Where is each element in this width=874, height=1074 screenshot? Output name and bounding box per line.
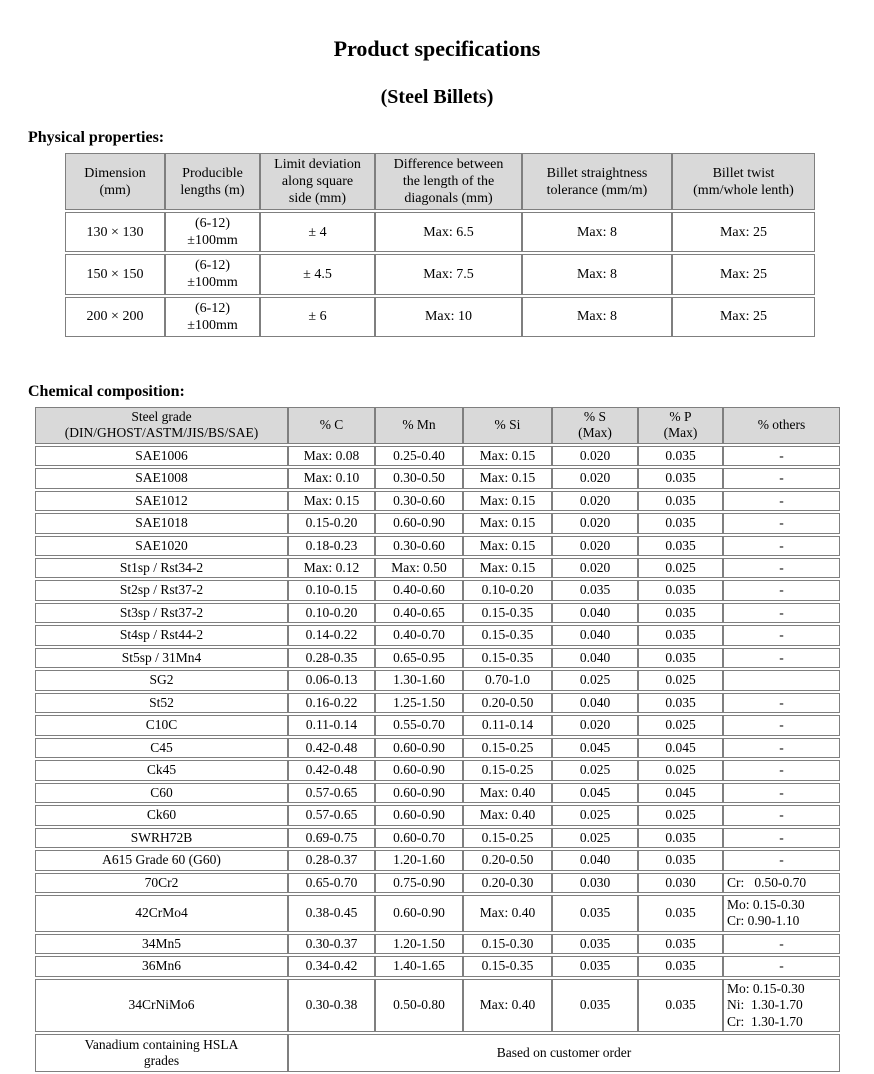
table-cell: 0.60-0.90 [375,513,463,533]
table-cell: Max: 0.15 [463,513,552,533]
table-cell: Mo: 0.15-0.30 Cr: 0.90-1.10 [723,895,840,932]
table-cell: 0.025 [638,805,723,825]
table-row [65,254,815,294]
table-cell: - [723,513,840,533]
table-cell: 0.035 [638,956,723,976]
table-header-cell: % Si [463,407,552,444]
table-cell: Cr: 0.50-0.70 [723,873,840,893]
table-cell: SWRH72B [35,828,288,848]
table-row [35,693,840,713]
table-cell: 0.045 [552,738,638,758]
table-row [35,715,840,735]
physical-section-heading: Physical properties: [28,129,165,146]
table-cell: 0.035 [638,536,723,556]
table-cell: 1.20-1.60 [375,850,463,870]
table-cell: Max: 6.5 [375,212,522,252]
table-cell: 1.30-1.60 [375,670,463,690]
table-cell: 0.035 [638,513,723,533]
table-cell: 1.40-1.65 [375,956,463,976]
table-cell: - [723,934,840,954]
table-cell: 34Mn5 [35,934,288,954]
table-row [35,873,840,893]
table-cell: 1.25-1.50 [375,693,463,713]
table-cell: 0.30-0.38 [288,979,375,1032]
table-cell: C60 [35,783,288,803]
table-cell: ± 6 [260,297,375,337]
table-row [35,956,840,976]
table-cell: 0.020 [552,513,638,533]
table-cell: 0.65-0.70 [288,873,375,893]
table-row [35,468,840,488]
table-cell: 200 × 200 [65,297,165,337]
table-cell: 0.030 [552,873,638,893]
table-row [35,648,840,668]
table-cell: Max: 0.15 [463,491,552,511]
table-header-cell: % S (Max) [552,407,638,444]
table-cell: 0.15-0.35 [463,625,552,645]
table-cell: 0.60-0.90 [375,760,463,780]
table-cell [723,670,840,690]
table-cell: 0.20-0.50 [463,693,552,713]
table-cell: 0.045 [638,783,723,803]
table-cell: - [723,491,840,511]
table-cell: - [723,558,840,578]
table-cell: Max: 25 [672,254,815,294]
table-header-cell: Difference between the length of the diagonals (mm) [375,153,522,210]
table-cell: 0.28-0.37 [288,850,375,870]
table-cell: 0.57-0.65 [288,805,375,825]
table-cell: 0.035 [552,895,638,932]
table-cell: 0.035 [638,850,723,870]
table-cell: Max: 0.10 [288,468,375,488]
table-row [65,297,815,337]
table-cell: 0.20-0.30 [463,873,552,893]
table-row [65,212,815,252]
table-header-cell: Producible lengths (m) [165,153,260,210]
table-cell: St3sp / Rst37-2 [35,603,288,623]
chemical-composition-table [35,405,840,1074]
table-cell: 0.025 [638,558,723,578]
table-cell: - [723,625,840,645]
table-cell: 0.10-0.15 [288,580,375,600]
table-cell: 0.025 [552,805,638,825]
table-cell: Max: 25 [672,297,815,337]
table-cell: 0.020 [552,536,638,556]
table-cell: 0.030 [638,873,723,893]
table-cell: 0.40-0.70 [375,625,463,645]
table-cell: 0.035 [552,956,638,976]
page-title: Product specifications [333,36,541,61]
table-cell: 0.020 [552,491,638,511]
table-header-cell: Billet twist (mm/whole lenth) [672,153,815,210]
table-cell: 0.70-1.0 [463,670,552,690]
table-cell: St4sp / Rst44-2 [35,625,288,645]
table-cell: C10C [35,715,288,735]
table-cell: - [723,536,840,556]
table-cell: - [723,580,840,600]
table-cell: 0.045 [638,738,723,758]
footer-label-cell: Vanadium containing HSLA grades [35,1034,288,1072]
table-cell: - [723,648,840,668]
table-cell: 0.020 [552,446,638,466]
table-row [35,979,840,1032]
table-cell: SAE1020 [35,536,288,556]
table-cell: Max: 0.12 [288,558,375,578]
table-header-cell: % P (Max) [638,407,723,444]
table-cell: 0.60-0.90 [375,895,463,932]
table-row [35,783,840,803]
table-row [35,446,840,466]
table-row [35,895,840,932]
table-header-cell: % others [723,407,840,444]
table-cell: 0.15-0.30 [463,934,552,954]
table-cell: 0.25-0.40 [375,446,463,466]
table-cell: 0.50-0.80 [375,979,463,1032]
table-row [35,670,840,690]
table-cell: 0.035 [638,979,723,1032]
table-cell: 0.15-0.20 [288,513,375,533]
table-cell: 0.040 [552,648,638,668]
table-cell: SAE1008 [35,468,288,488]
table-cell: Max: 0.08 [288,446,375,466]
table-cell: 0.040 [552,850,638,870]
table-cell: (6-12) ±100mm [165,212,260,252]
table-cell: St2sp / Rst37-2 [35,580,288,600]
page-subtitle: (Steel Billets) [380,86,494,108]
table-cell: - [723,850,840,870]
table-row [35,625,840,645]
table-cell: Max: 0.15 [463,468,552,488]
table-cell: 0.035 [638,828,723,848]
table-cell: 0.40-0.60 [375,580,463,600]
table-cell: 0.55-0.70 [375,715,463,735]
table-header-cell: Billet straightness tolerance (mm/m) [522,153,672,210]
footer-value-cell: Based on customer order [288,1034,840,1072]
table-cell: 0.035 [638,648,723,668]
table-cell: - [723,783,840,803]
table-cell: Ck45 [35,760,288,780]
table-cell: 0.025 [638,715,723,735]
table-cell: 0.045 [552,783,638,803]
table-row [35,491,840,511]
table-cell: 0.57-0.65 [288,783,375,803]
table-cell: 0.28-0.35 [288,648,375,668]
table-header-row [35,407,840,444]
table-cell: Max: 0.40 [463,979,552,1032]
table-cell: Mo: 0.15-0.30 Ni: 1.30-1.70 Cr: 1.30-1.70 [723,979,840,1032]
table-header-cell: Dimension (mm) [65,153,165,210]
table-cell: 0.18-0.23 [288,536,375,556]
table-cell: 0.15-0.25 [463,828,552,848]
table-row [35,805,840,825]
table-cell: 0.035 [638,468,723,488]
table-cell: 0.30-0.60 [375,491,463,511]
table-cell: 0.15-0.35 [463,648,552,668]
table-row [35,580,840,600]
table-cell: 0.60-0.70 [375,828,463,848]
table-cell: 0.035 [638,693,723,713]
chemical-section-heading: Chemical composition: [28,382,185,400]
table-row [35,850,840,870]
table-cell: 0.035 [552,979,638,1032]
table-cell: ± 4 [260,212,375,252]
table-cell: 42CrMo4 [35,895,288,932]
table-cell: 130 × 130 [65,212,165,252]
table-cell: 0.035 [552,580,638,600]
table-cell: 0.035 [638,895,723,932]
table-cell: - [723,760,840,780]
table-cell: SAE1006 [35,446,288,466]
table-cell: St1sp / Rst34-2 [35,558,288,578]
table-cell: 0.16-0.22 [288,693,375,713]
table-cell: - [723,603,840,623]
table-cell: 0.15-0.25 [463,760,552,780]
chemical-table-header [35,407,840,444]
table-cell: C45 [35,738,288,758]
table-cell: 0.15-0.35 [463,956,552,976]
table-cell: 0.020 [552,468,638,488]
table-cell: 0.035 [552,934,638,954]
table-cell: 0.020 [552,558,638,578]
table-row [35,513,840,533]
table-cell: 0.60-0.90 [375,738,463,758]
table-cell: - [723,693,840,713]
physical-table-body [65,212,815,336]
table-cell: 150 × 150 [65,254,165,294]
table-cell: 0.025 [638,760,723,780]
table-row [35,934,840,954]
table-row [35,828,840,848]
table-cell: Max: 0.40 [463,895,552,932]
physical-properties-table [65,151,815,339]
table-cell: A615 Grade 60 (G60) [35,850,288,870]
table-cell: - [723,468,840,488]
table-cell: 0.14-0.22 [288,625,375,645]
table-cell: 0.38-0.45 [288,895,375,932]
table-header-cell: Limit deviation along square side (mm) [260,153,375,210]
table-cell: 0.40-0.65 [375,603,463,623]
table-row [35,760,840,780]
table-cell: Max: 10 [375,297,522,337]
table-cell: 0.42-0.48 [288,760,375,780]
chemical-table-body [35,446,840,1073]
table-cell: 0.025 [552,670,638,690]
table-cell: 0.035 [638,625,723,645]
table-cell: 0.60-0.90 [375,805,463,825]
table-cell: SG2 [35,670,288,690]
table-cell: 0.30-0.50 [375,468,463,488]
table-cell: 0.30-0.60 [375,536,463,556]
table-cell: - [723,805,840,825]
table-cell: 0.75-0.90 [375,873,463,893]
table-cell: - [723,828,840,848]
table-cell: 0.040 [552,693,638,713]
table-cell: 0.42-0.48 [288,738,375,758]
table-cell: Max: 8 [522,297,672,337]
table-cell: Max: 8 [522,254,672,294]
table-footer-row [35,1034,840,1072]
table-cell: 0.035 [638,934,723,954]
table-cell: 0.035 [638,580,723,600]
table-cell: 0.30-0.37 [288,934,375,954]
table-cell: 0.035 [638,446,723,466]
table-cell: Max: 0.40 [463,805,552,825]
table-cell: (6-12) ±100mm [165,254,260,294]
table-cell: 34CrNiMo6 [35,979,288,1032]
physical-table-header [65,153,815,210]
table-cell: 0.10-0.20 [463,580,552,600]
table-cell: 0.11-0.14 [463,715,552,735]
table-cell: St52 [35,693,288,713]
table-cell: 0.20-0.50 [463,850,552,870]
table-cell: 0.65-0.95 [375,648,463,668]
table-cell: Max: 25 [672,212,815,252]
table-cell: St5sp / 31Mn4 [35,648,288,668]
table-cell: Max: 0.40 [463,783,552,803]
table-cell: 0.34-0.42 [288,956,375,976]
table-cell: Max: 8 [522,212,672,252]
table-cell: 0.040 [552,625,638,645]
table-cell: SAE1012 [35,491,288,511]
table-cell: 36Mn6 [35,956,288,976]
table-cell: 0.06-0.13 [288,670,375,690]
table-row [35,738,840,758]
table-cell: Max: 0.15 [463,558,552,578]
table-cell: 0.025 [552,760,638,780]
table-cell: Ck60 [35,805,288,825]
table-cell: 70Cr2 [35,873,288,893]
table-cell: 0.035 [638,603,723,623]
table-header-row [65,153,815,210]
table-cell: 0.020 [552,715,638,735]
table-cell: Max: 7.5 [375,254,522,294]
table-cell: (6-12) ±100mm [165,297,260,337]
table-cell: 1.20-1.50 [375,934,463,954]
table-cell: 0.15-0.35 [463,603,552,623]
table-cell: Max: 0.15 [463,446,552,466]
table-cell: 0.025 [638,670,723,690]
table-cell: Max: 0.15 [288,491,375,511]
table-cell: 0.025 [552,828,638,848]
table-cell: 0.15-0.25 [463,738,552,758]
table-cell: 0.040 [552,603,638,623]
table-header-cell: Steel grade (DIN/GHOST/ASTM/JIS/BS/SAE) [35,407,288,444]
table-header-cell: % C [288,407,375,444]
table-cell: ± 4.5 [260,254,375,294]
table-row [35,603,840,623]
table-cell: Max: 0.15 [463,536,552,556]
table-cell: 0.11-0.14 [288,715,375,735]
table-cell: SAE1018 [35,513,288,533]
table-cell: - [723,956,840,976]
table-cell: 0.035 [638,491,723,511]
table-row [35,536,840,556]
table-cell: Max: 0.50 [375,558,463,578]
table-cell: - [723,446,840,466]
table-cell: 0.60-0.90 [375,783,463,803]
table-row [35,558,840,578]
table-cell: - [723,715,840,735]
table-cell: 0.69-0.75 [288,828,375,848]
table-cell: 0.10-0.20 [288,603,375,623]
table-cell: - [723,738,840,758]
table-header-cell: % Mn [375,407,463,444]
